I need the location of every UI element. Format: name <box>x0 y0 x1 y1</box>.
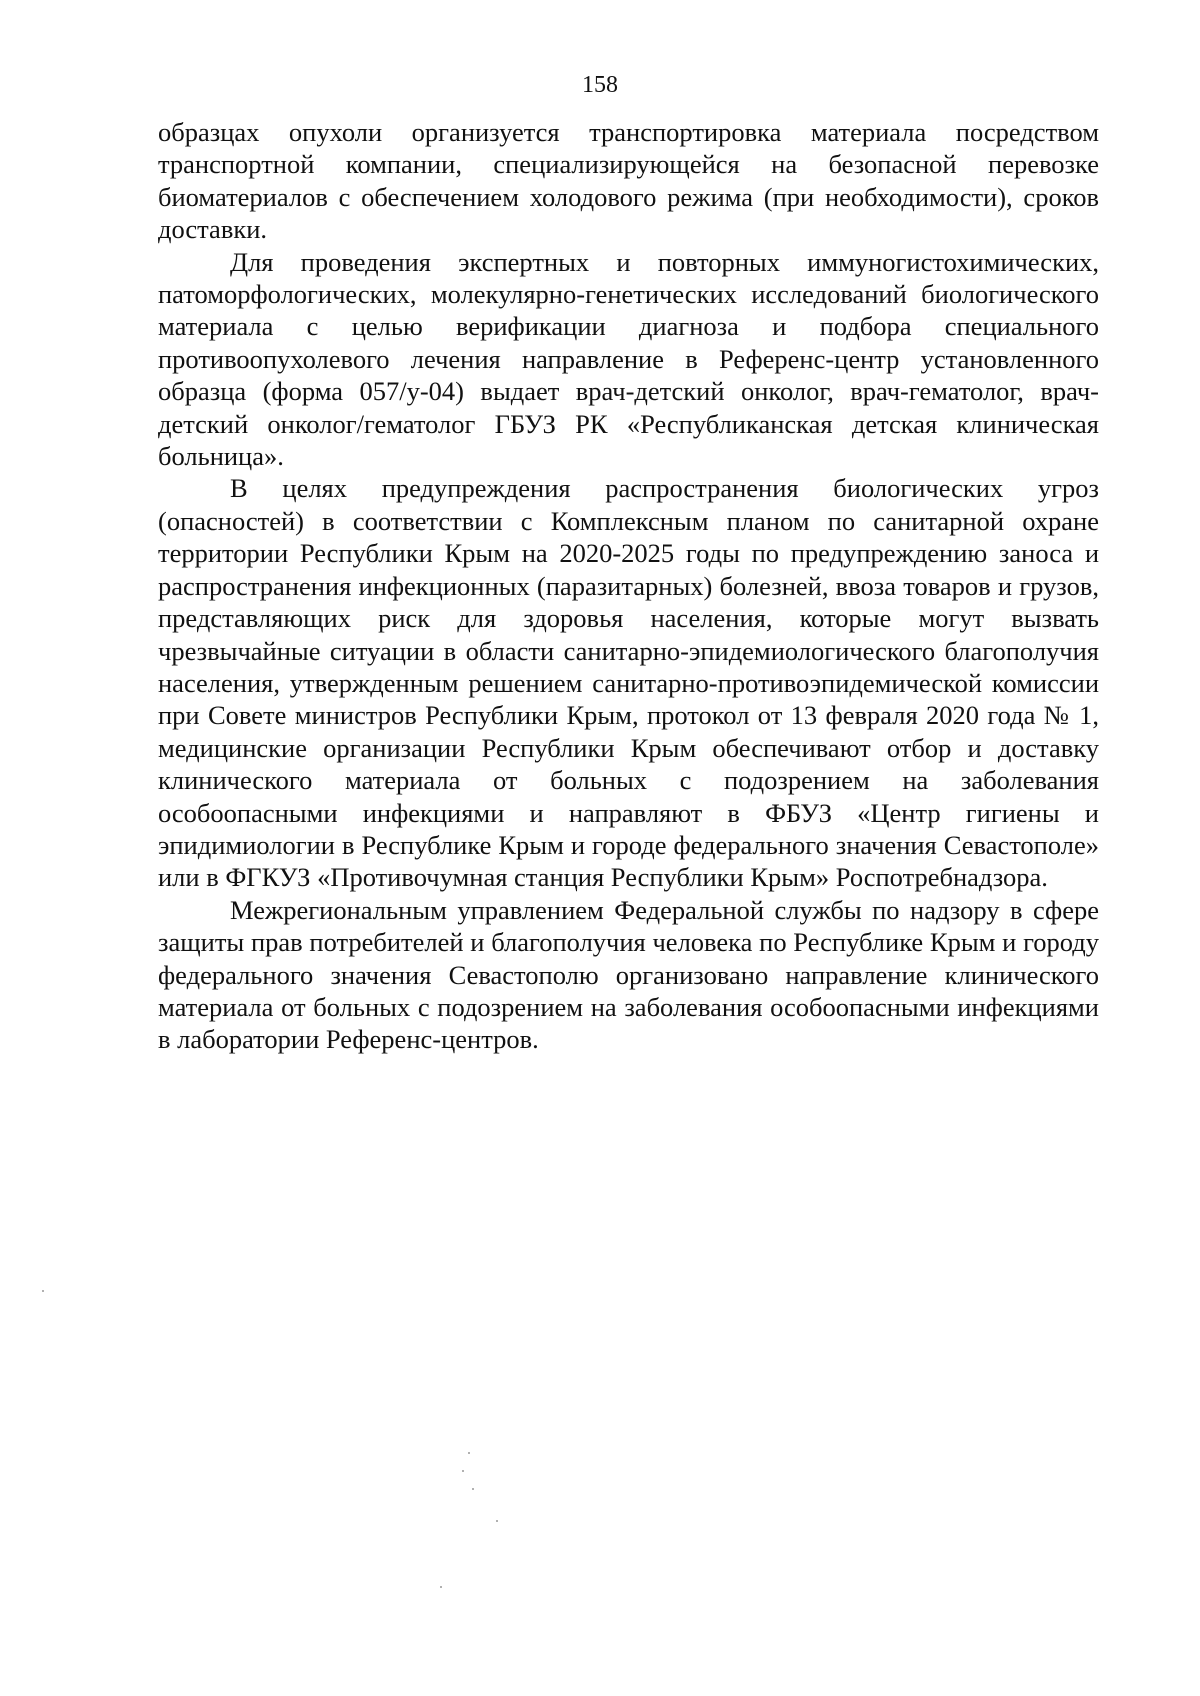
scan-speck <box>468 1452 470 1454</box>
scan-speck <box>440 1586 442 1588</box>
scan-speck <box>462 1470 464 1472</box>
paragraph-4: Межрегиональным управлением Федеральной службы по надзору в сфере защиты прав потребителей и благополучия человека по Республике Крым и городу федерального значения Севастополю организовано направление клинического материала от больных с подозрением на заболевания особоопасными инфекциями в лаборатории Референс-центров. <box>158 894 1099 1055</box>
page-number: 158 <box>582 72 618 98</box>
paragraph-3: В целях предупреждения распространения биологических угроз (опасностей) в соответствии с Комплексным планом по санитарной охране территории Республики Крым на 2020-2025 годы по предупреждению заноса и распространения инфекционных (паразитарных) болезней, ввоза товаров и грузов, представляющих риск для здоровья населения, которые могут вызвать чрезвычайные ситуации в области санитарно-эпидемиологического благополучия населения, утвержденным решением санитарно-противоэпидемической комиссии при Совете министров Республики Крым, протокол от 13 февраля 2020 года № 1, медицинские организации Республики Крым обеспечивают отбор и доставку клинического материала от больных с подозрением на заболевания особоопасными инфекциями и направляют в ФБУЗ «Центр гигиены и эпидимиологии в Республике Крым и городе федерального значения Севастополе» или в ФГКУЗ «Противочумная станция Республики Крым» Роспотребнадзора. <box>158 473 1099 893</box>
scan-speck <box>472 1488 474 1490</box>
scan-speck <box>42 1290 44 1292</box>
document-body <box>158 116 1099 1056</box>
paragraph-1: образцах опухоли организуется транспортировка материала посредством транспортной компании, специализирующейся на безопасной перевозке биоматериалов с обеспечением холодового режима (при необходимости), сроков доставки. <box>158 117 1099 245</box>
scan-speck <box>496 1520 498 1522</box>
paragraph-2: Для проведения экспертных и повторных иммуногистохимических, патоморфологических, молекулярно-генетических исследований биологического материала с целью верификации диагноза и подбора специального противоопухолевого лечения направление в Референс-центр установленного образца (форма 057/у-04) выдает врач-детский онколог, врач-гематолог, врач-детский онколог/гематолог ГБУЗ РК «Республиканская детская клиническая больница». <box>158 246 1099 472</box>
